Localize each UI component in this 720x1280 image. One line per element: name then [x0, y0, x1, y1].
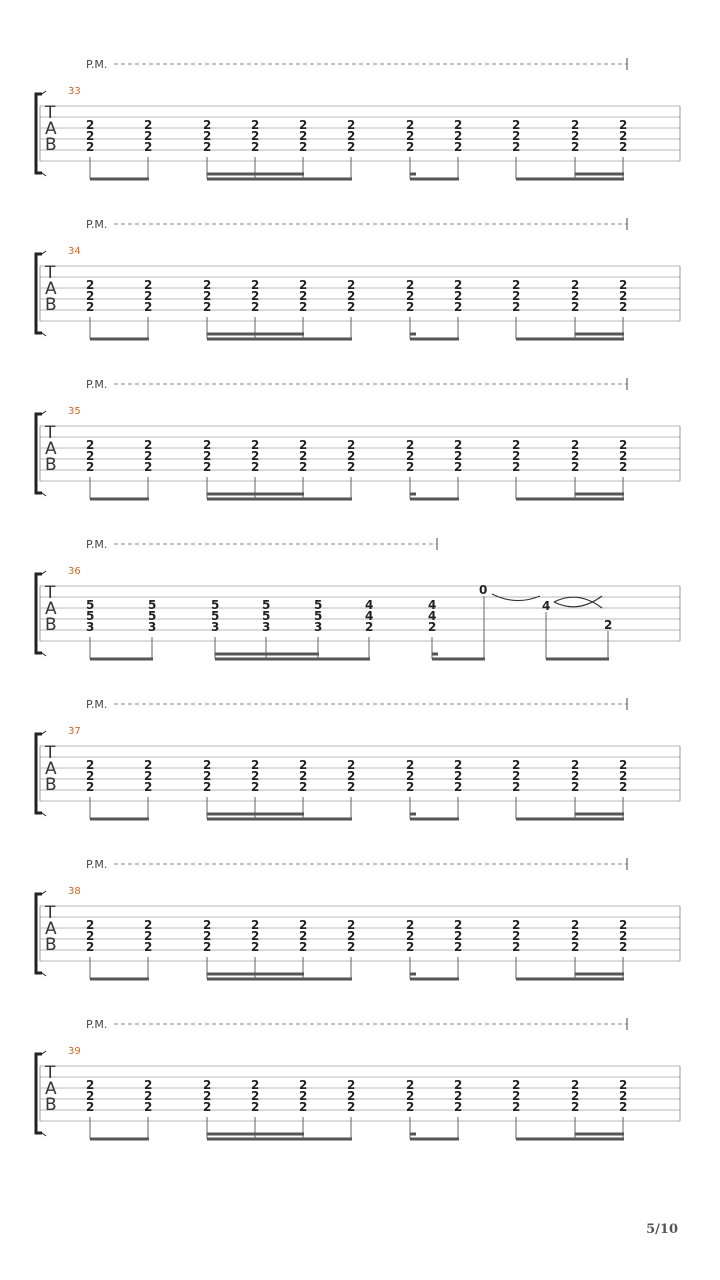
- fret-number: 2: [203, 929, 212, 943]
- fret-number: 2: [571, 1089, 580, 1103]
- fret-number: 2: [454, 278, 463, 292]
- fret-number: 2: [454, 140, 463, 154]
- fret-number: 2: [251, 940, 260, 954]
- fret-number: 2: [454, 769, 463, 783]
- fret-number: 5: [314, 598, 323, 612]
- tab-clef-letter: B: [45, 295, 57, 315]
- fret-number: 2: [454, 1089, 463, 1103]
- fret-number: 2: [203, 460, 212, 474]
- fret-number: 5: [86, 598, 95, 612]
- fret-number: 2: [406, 289, 415, 303]
- system-bracket-hook: [42, 813, 46, 816]
- tab-clef-letter: A: [45, 919, 57, 939]
- tab-system: [36, 698, 680, 819]
- fret-number: 2: [347, 1089, 356, 1103]
- fret-number: 2: [299, 129, 308, 143]
- fret-number: 4: [542, 599, 551, 613]
- fret-number: 2: [251, 289, 260, 303]
- fret-number: 2: [251, 278, 260, 292]
- fret-number: 2: [512, 929, 521, 943]
- fret-number: 2: [299, 140, 308, 154]
- fret-number: 2: [347, 460, 356, 474]
- fret-number: 2: [454, 300, 463, 314]
- fret-number: 2: [512, 940, 521, 954]
- fret-number: 2: [571, 300, 580, 314]
- fret-number: 2: [512, 438, 521, 452]
- fret-number: 2: [144, 118, 153, 132]
- fret-number: 2: [406, 929, 415, 943]
- tab-clef-letter: A: [45, 279, 57, 299]
- fret-number: 2: [299, 449, 308, 463]
- fret-number: 2: [347, 438, 356, 452]
- tab-clef-letter: T: [45, 423, 56, 443]
- fret-number: 3: [148, 620, 157, 634]
- fret-number: 2: [251, 1100, 260, 1114]
- fret-number: 2: [299, 460, 308, 474]
- fret-number: 2: [86, 1100, 95, 1114]
- palm-mute-label: P.M.: [86, 858, 108, 871]
- fret-number: 4: [428, 609, 437, 623]
- fret-number: 2: [86, 780, 95, 794]
- tab-system: [36, 378, 680, 499]
- fret-number: 2: [347, 1078, 356, 1092]
- fret-number: 2: [619, 438, 628, 452]
- fret-number: 2: [203, 140, 212, 154]
- fret-number: 2: [144, 758, 153, 772]
- palm-mute-label: P.M.: [86, 378, 108, 391]
- fret-number: 2: [86, 300, 95, 314]
- fret-number: 2: [86, 438, 95, 452]
- fret-number: 2: [251, 929, 260, 943]
- fret-number: 2: [203, 918, 212, 932]
- fret-number: 2: [428, 620, 437, 634]
- tab-clef-letter: T: [45, 103, 56, 123]
- system-bracket-hook: [42, 1133, 46, 1136]
- fret-number: 2: [86, 140, 95, 154]
- fret-number: 2: [251, 140, 260, 154]
- fret-number: 2: [619, 780, 628, 794]
- fret-number: 2: [299, 780, 308, 794]
- fret-number: 2: [347, 118, 356, 132]
- fret-number: 2: [144, 438, 153, 452]
- system-bracket-hook: [42, 653, 46, 656]
- fret-number: 4: [428, 598, 437, 612]
- fret-number: 4: [365, 609, 374, 623]
- fret-number: 2: [619, 129, 628, 143]
- measure-number: 39: [68, 1046, 81, 1057]
- palm-mute-label: P.M.: [86, 538, 108, 551]
- fret-number: 2: [86, 460, 95, 474]
- fret-number: 2: [251, 1089, 260, 1103]
- fret-number: 2: [299, 769, 308, 783]
- fret-number: 2: [406, 278, 415, 292]
- fret-number: 2: [619, 289, 628, 303]
- system-bracket-hook: [42, 731, 46, 734]
- tab-clef-letter: T: [45, 743, 56, 763]
- fret-number: 2: [454, 940, 463, 954]
- fret-number: 2: [144, 780, 153, 794]
- fret-number: 2: [406, 140, 415, 154]
- fret-number: 2: [251, 118, 260, 132]
- fret-number: 2: [251, 300, 260, 314]
- fret-number: 2: [347, 758, 356, 772]
- fret-number: 2: [203, 300, 212, 314]
- fret-number: 2: [571, 278, 580, 292]
- fret-number: 2: [571, 438, 580, 452]
- fret-number: 2: [454, 758, 463, 772]
- tab-clef-letter: T: [45, 583, 56, 603]
- tab-system: [36, 58, 680, 179]
- fret-number: 2: [619, 1078, 628, 1092]
- fret-number: 2: [86, 129, 95, 143]
- fret-number: 2: [203, 289, 212, 303]
- fret-number: 3: [211, 620, 220, 634]
- tab-clef-letter: T: [45, 903, 56, 923]
- tab-system: [36, 858, 680, 979]
- fret-number: 2: [406, 940, 415, 954]
- tab-clef-letter: A: [45, 1079, 57, 1099]
- fret-number: 2: [571, 1100, 580, 1114]
- tab-system: [36, 538, 680, 659]
- system-bracket-hook: [42, 173, 46, 176]
- fret-number: 2: [144, 300, 153, 314]
- tab-clef-letter: A: [45, 759, 57, 779]
- fret-number: 2: [512, 780, 521, 794]
- fret-number: 2: [299, 289, 308, 303]
- fret-number: 2: [251, 460, 260, 474]
- fret-number: 2: [571, 449, 580, 463]
- tab-clef-letter: B: [45, 615, 57, 635]
- fret-number: 2: [203, 1078, 212, 1092]
- system-bracket-hook: [42, 571, 46, 574]
- fret-number: 4: [365, 598, 374, 612]
- fret-number: 2: [619, 1089, 628, 1103]
- fret-number: 2: [299, 278, 308, 292]
- fret-number: 2: [512, 300, 521, 314]
- fret-number: 5: [314, 609, 323, 623]
- fret-number: 2: [454, 1100, 463, 1114]
- fret-number: 2: [512, 129, 521, 143]
- fret-number: 2: [512, 918, 521, 932]
- fret-number: 2: [512, 1100, 521, 1114]
- fret-number: 2: [299, 1100, 308, 1114]
- fret-number: 2: [347, 780, 356, 794]
- fret-number: 2: [144, 460, 153, 474]
- fret-number: 2: [251, 1078, 260, 1092]
- fret-number: 2: [299, 940, 308, 954]
- fret-number: 2: [619, 300, 628, 314]
- fret-number: 2: [203, 769, 212, 783]
- fret-number: 2: [299, 300, 308, 314]
- fret-number: 2: [512, 1089, 521, 1103]
- fret-number: 2: [406, 438, 415, 452]
- system-bracket-hook: [42, 1051, 46, 1054]
- fret-number: 2: [251, 758, 260, 772]
- palm-mute-label: P.M.: [86, 698, 108, 711]
- fret-number: 2: [144, 129, 153, 143]
- fret-number: 2: [406, 1089, 415, 1103]
- fret-number: 2: [144, 1089, 153, 1103]
- fret-number: 2: [86, 278, 95, 292]
- tab-system: [36, 218, 680, 339]
- fret-number: 2: [347, 918, 356, 932]
- fret-number: 2: [347, 929, 356, 943]
- fret-number: 2: [571, 129, 580, 143]
- fret-number: 2: [571, 460, 580, 474]
- system-bracket-hook: [42, 973, 46, 976]
- fret-number: 2: [86, 918, 95, 932]
- tab-clef-letter: B: [45, 135, 57, 155]
- system-bracket-hook: [42, 411, 46, 414]
- fret-number: 2: [203, 438, 212, 452]
- fret-number: 2: [299, 918, 308, 932]
- measure-number: 37: [68, 726, 81, 737]
- fret-number: 2: [454, 929, 463, 943]
- palm-mute-label: P.M.: [86, 1018, 108, 1031]
- fret-number: 2: [365, 620, 374, 634]
- fret-number: 2: [571, 780, 580, 794]
- fret-number: 2: [619, 929, 628, 943]
- fret-number: 2: [86, 769, 95, 783]
- fret-number: 2: [406, 129, 415, 143]
- fret-number: 2: [512, 769, 521, 783]
- measure-number: 38: [68, 886, 81, 897]
- fret-number: 2: [454, 460, 463, 474]
- measure-number: 35: [68, 406, 81, 417]
- fret-number: 2: [512, 278, 521, 292]
- measure-number: 33: [68, 86, 81, 97]
- tab-clef-letter: A: [45, 439, 57, 459]
- fret-number: 2: [406, 118, 415, 132]
- fret-number: 2: [203, 129, 212, 143]
- fret-number: 5: [211, 609, 220, 623]
- fret-number: 2: [144, 289, 153, 303]
- fret-number: 2: [251, 918, 260, 932]
- fret-number: 2: [454, 289, 463, 303]
- fret-number: 2: [619, 118, 628, 132]
- tab-clef-letter: B: [45, 935, 57, 955]
- fret-number: 2: [406, 769, 415, 783]
- tab-clef-letter: T: [45, 263, 56, 283]
- fret-number: 2: [454, 1078, 463, 1092]
- fret-number: 2: [454, 118, 463, 132]
- tab-clef-letter: B: [45, 775, 57, 795]
- fret-number: 2: [251, 780, 260, 794]
- fret-number: 2: [144, 140, 153, 154]
- fret-number: 2: [347, 289, 356, 303]
- fret-number: 2: [299, 118, 308, 132]
- fret-number: 2: [619, 758, 628, 772]
- fret-number: 2: [86, 449, 95, 463]
- fret-number: 2: [86, 758, 95, 772]
- palm-mute-label: P.M.: [86, 58, 108, 71]
- fret-number: 2: [512, 449, 521, 463]
- fret-number: 2: [512, 1078, 521, 1092]
- system-bracket-hook: [42, 891, 46, 894]
- fret-number: 2: [619, 918, 628, 932]
- tab-system: [36, 1018, 680, 1139]
- fret-number: 3: [314, 620, 323, 634]
- fret-number: 2: [203, 449, 212, 463]
- fret-number: 2: [571, 140, 580, 154]
- fret-number: 2: [571, 758, 580, 772]
- fret-number: 2: [347, 278, 356, 292]
- fret-number: 2: [512, 140, 521, 154]
- tab-clef-letter: B: [45, 455, 57, 475]
- fret-number: 3: [86, 620, 95, 634]
- fret-number: 2: [571, 929, 580, 943]
- fret-number: 2: [571, 118, 580, 132]
- tab-clef-letter: A: [45, 599, 57, 619]
- fret-number: 3: [262, 620, 271, 634]
- fret-number: 2: [406, 918, 415, 932]
- fret-number: 5: [262, 598, 271, 612]
- fret-number: 2: [604, 618, 613, 632]
- fret-number: 2: [144, 929, 153, 943]
- fret-number: 2: [299, 758, 308, 772]
- fret-number: 2: [619, 140, 628, 154]
- fret-number: 2: [406, 1100, 415, 1114]
- fret-number: 2: [619, 460, 628, 474]
- fret-number: 2: [299, 1078, 308, 1092]
- fret-number: 2: [347, 940, 356, 954]
- system-bracket-hook: [42, 493, 46, 496]
- fret-number: 2: [144, 278, 153, 292]
- fret-number: 2: [454, 438, 463, 452]
- fret-number: 2: [619, 278, 628, 292]
- fret-number: 2: [406, 460, 415, 474]
- fret-number: 2: [571, 940, 580, 954]
- fret-number: 0: [479, 583, 488, 597]
- fret-number: 2: [571, 289, 580, 303]
- fret-number: 2: [619, 940, 628, 954]
- fret-number: 2: [203, 940, 212, 954]
- fret-number: 2: [512, 758, 521, 772]
- fret-number: 5: [211, 598, 220, 612]
- measure-number: 36: [68, 566, 81, 577]
- fret-number: 2: [571, 1078, 580, 1092]
- fret-number: 2: [347, 300, 356, 314]
- fret-number: 2: [251, 769, 260, 783]
- fret-number: 2: [406, 449, 415, 463]
- fret-number: 2: [454, 129, 463, 143]
- fret-number: 2: [299, 929, 308, 943]
- fret-number: 2: [86, 1089, 95, 1103]
- fret-number: 2: [512, 460, 521, 474]
- fret-number: 2: [251, 129, 260, 143]
- fret-number: 2: [251, 438, 260, 452]
- fret-number: 2: [619, 769, 628, 783]
- fret-number: 2: [203, 1100, 212, 1114]
- fret-number: 2: [347, 769, 356, 783]
- tab-clef-letter: A: [45, 119, 57, 139]
- fret-number: 2: [299, 1089, 308, 1103]
- fret-number: 2: [619, 449, 628, 463]
- fret-number: 2: [86, 1078, 95, 1092]
- page-number: 5/10: [646, 1222, 678, 1237]
- fret-number: 2: [406, 1078, 415, 1092]
- fret-number: 2: [347, 1100, 356, 1114]
- measure-number: 34: [68, 246, 81, 257]
- fret-number: 5: [86, 609, 95, 623]
- fret-number: 2: [144, 769, 153, 783]
- fret-number: 2: [454, 780, 463, 794]
- fret-number: 2: [347, 129, 356, 143]
- tab-clef-letter: B: [45, 1095, 57, 1115]
- fret-number: 2: [86, 929, 95, 943]
- system-bracket-hook: [42, 333, 46, 336]
- fret-number: 2: [512, 118, 521, 132]
- fret-number: 2: [144, 1100, 153, 1114]
- fret-number: 2: [512, 289, 521, 303]
- palm-mute-label: P.M.: [86, 218, 108, 231]
- fret-number: 2: [203, 780, 212, 794]
- fret-number: 2: [203, 1089, 212, 1103]
- fret-number: 2: [571, 769, 580, 783]
- fret-number: 2: [454, 918, 463, 932]
- fret-number: 2: [144, 1078, 153, 1092]
- fret-number: 2: [203, 118, 212, 132]
- fret-number: 2: [571, 918, 580, 932]
- fret-number: 2: [203, 278, 212, 292]
- tab-clef-letter: T: [45, 1063, 56, 1083]
- fret-number: 5: [148, 598, 157, 612]
- system-bracket-hook: [42, 251, 46, 254]
- fret-number: 2: [406, 300, 415, 314]
- fret-number: 2: [203, 758, 212, 772]
- fret-number: 2: [347, 449, 356, 463]
- fret-number: 2: [406, 758, 415, 772]
- fret-number: 2: [454, 449, 463, 463]
- fret-number: 2: [347, 140, 356, 154]
- fret-number: 2: [406, 780, 415, 794]
- fret-number: 2: [144, 918, 153, 932]
- fret-number: 5: [262, 609, 271, 623]
- fret-number: 2: [619, 1100, 628, 1114]
- system-bracket-hook: [42, 91, 46, 94]
- fret-number: 2: [144, 449, 153, 463]
- fret-number: 5: [148, 609, 157, 623]
- fret-number: 2: [86, 289, 95, 303]
- fret-number: 2: [251, 449, 260, 463]
- fret-number: 2: [144, 940, 153, 954]
- fret-number: 2: [299, 438, 308, 452]
- fret-number: 2: [86, 940, 95, 954]
- fret-number: 2: [86, 118, 95, 132]
